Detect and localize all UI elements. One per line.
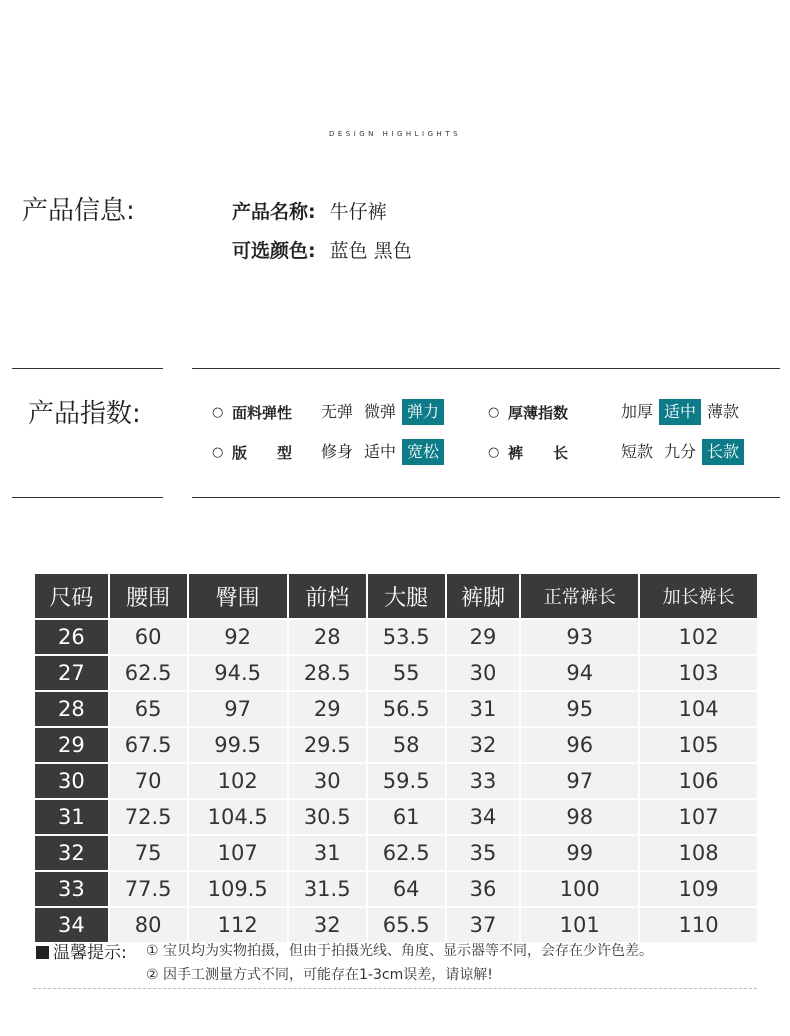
table-cell: 31.5 — [289, 872, 366, 906]
index-option-selected: 宽松 — [402, 439, 444, 465]
table-cell: 62.5 — [368, 836, 445, 870]
table-cell: 98 — [521, 800, 638, 834]
table-cell: 31 — [447, 692, 520, 726]
table-cell: 56.5 — [368, 692, 445, 726]
index-label: 裤 长 — [508, 443, 569, 462]
bullet-circle-icon: ○ — [212, 404, 224, 420]
header-long-length: 加长裤长 — [640, 574, 757, 618]
index-row-fit — [212, 439, 445, 465]
table-cell: 60 — [110, 620, 187, 654]
color-value: 蓝色 黑色 — [329, 240, 412, 262]
table-row — [35, 908, 757, 942]
table-cell: 75 — [110, 836, 187, 870]
table-cell: 80 — [110, 908, 187, 942]
header-hip: 臀围 — [189, 574, 287, 618]
bottom-divider — [33, 988, 757, 989]
index-option-selected: 长款 — [702, 439, 744, 465]
design-highlights-tagline: DESIGN HIGHLIGHTS — [328, 130, 462, 138]
table-cell: 30 — [289, 764, 366, 798]
index-row-length — [488, 439, 745, 465]
table-cell: 104 — [640, 692, 757, 726]
divider-left-top — [12, 368, 163, 369]
table-cell: 108 — [640, 836, 757, 870]
bullet-circle-icon: ○ — [488, 444, 500, 460]
table-cell: 65 — [110, 692, 187, 726]
size-cell: 32 — [35, 836, 108, 870]
index-option: 微弹 — [364, 402, 397, 421]
product-name-label: 产品名称: — [232, 201, 316, 223]
size-cell: 27 — [35, 656, 108, 690]
product-index-title: 产品指数: — [28, 399, 141, 429]
table-cell: 103 — [640, 656, 757, 690]
table-cell: 65.5 — [368, 908, 445, 942]
table-cell: 109.5 — [189, 872, 287, 906]
header-front-rise: 前档 — [289, 574, 366, 618]
divider-right-top — [192, 368, 780, 369]
table-row — [35, 728, 757, 762]
table-cell: 109 — [640, 872, 757, 906]
table-cell: 59.5 — [368, 764, 445, 798]
table-cell: 64 — [368, 872, 445, 906]
table-cell: 67.5 — [110, 728, 187, 762]
bullet-circle-icon: ○ — [488, 404, 500, 420]
index-label: 厚薄指数 — [508, 403, 569, 422]
table-cell: 32 — [447, 728, 520, 762]
table-cell: 93 — [521, 620, 638, 654]
table-cell: 107 — [640, 800, 757, 834]
size-table — [33, 572, 759, 944]
index-row-thickness — [488, 399, 745, 425]
table-cell: 36 — [447, 872, 520, 906]
index-option: 短款 — [621, 442, 654, 461]
size-cell: 30 — [35, 764, 108, 798]
table-cell: 30 — [447, 656, 520, 690]
header-leg-opening: 裤脚 — [447, 574, 520, 618]
table-cell: 110 — [640, 908, 757, 942]
note-item-1: ① 宝贝均为实物拍摄，但由于拍摄光线、角度、显示器等不同，会存在少许色差。 — [146, 943, 653, 959]
table-cell: 97 — [189, 692, 287, 726]
size-cell: 26 — [35, 620, 108, 654]
table-cell: 112 — [189, 908, 287, 942]
table-row — [35, 692, 757, 726]
index-option: 无弹 — [321, 402, 354, 421]
table-cell: 29 — [447, 620, 520, 654]
table-cell: 99 — [521, 836, 638, 870]
table-cell: 61 — [368, 800, 445, 834]
table-cell: 77.5 — [110, 872, 187, 906]
header-thigh: 大腿 — [368, 574, 445, 618]
divider-left-bottom — [12, 497, 163, 498]
size-table-header — [35, 574, 757, 618]
table-row — [35, 656, 757, 690]
table-cell: 29.5 — [289, 728, 366, 762]
table-cell: 96 — [521, 728, 638, 762]
product-name-value: 牛仔裤 — [329, 201, 387, 223]
table-cell: 94.5 — [189, 656, 287, 690]
table-cell: 29 — [289, 692, 366, 726]
table-cell: 58 — [368, 728, 445, 762]
table-cell: 104.5 — [189, 800, 287, 834]
table-cell: 102 — [640, 620, 757, 654]
size-cell: 33 — [35, 872, 108, 906]
table-cell: 106 — [640, 764, 757, 798]
square-bullet-icon — [36, 946, 49, 959]
index-option: 修身 — [321, 442, 354, 461]
header-regular-length: 正常裤长 — [521, 574, 638, 618]
table-cell: 72.5 — [110, 800, 187, 834]
product-info-title: 产品信息: — [22, 196, 135, 226]
table-row — [35, 872, 757, 906]
notes-title — [36, 938, 127, 963]
table-cell: 33 — [447, 764, 520, 798]
table-cell: 94 — [521, 656, 638, 690]
table-cell: 92 — [189, 620, 287, 654]
index-option: 加厚 — [621, 402, 654, 421]
table-cell: 28 — [289, 620, 366, 654]
table-cell: 53.5 — [368, 620, 445, 654]
table-cell: 101 — [521, 908, 638, 942]
table-cell: 32 — [289, 908, 366, 942]
table-row — [35, 800, 757, 834]
table-cell: 70 — [110, 764, 187, 798]
table-cell: 28.5 — [289, 656, 366, 690]
table-row — [35, 836, 757, 870]
size-cell: 29 — [35, 728, 108, 762]
index-label: 版 型 — [232, 443, 293, 462]
notes-title-text: 温馨提示: — [53, 943, 127, 963]
table-row — [35, 620, 757, 654]
table-cell: 102 — [189, 764, 287, 798]
table-cell: 30.5 — [289, 800, 366, 834]
table-row — [35, 764, 757, 798]
divider-right-bottom — [192, 497, 780, 498]
table-cell: 55 — [368, 656, 445, 690]
table-cell: 31 — [289, 836, 366, 870]
index-option-selected: 适中 — [659, 399, 701, 425]
index-label: 面料弹性 — [232, 403, 293, 422]
header-waist: 腰围 — [110, 574, 187, 618]
table-cell: 62.5 — [110, 656, 187, 690]
index-option: 薄款 — [707, 402, 740, 421]
table-cell: 107 — [189, 836, 287, 870]
table-cell: 35 — [447, 836, 520, 870]
table-cell: 37 — [447, 908, 520, 942]
note-item-2: ② 因手工测量方式不同，可能存在1-3cm误差，请谅解! — [146, 967, 493, 983]
table-cell: 99.5 — [189, 728, 287, 762]
size-cell: 34 — [35, 908, 108, 942]
index-option: 适中 — [364, 442, 397, 461]
product-name-row — [232, 197, 387, 224]
table-cell: 105 — [640, 728, 757, 762]
index-option: 九分 — [664, 442, 697, 461]
table-cell: 100 — [521, 872, 638, 906]
table-cell: 34 — [447, 800, 520, 834]
size-cell: 31 — [35, 800, 108, 834]
color-row — [232, 236, 412, 263]
table-cell: 95 — [521, 692, 638, 726]
index-option-selected: 弹力 — [402, 399, 444, 425]
color-label: 可选颜色: — [232, 240, 316, 262]
size-cell: 28 — [35, 692, 108, 726]
bullet-circle-icon: ○ — [212, 444, 224, 460]
header-size: 尺码 — [35, 574, 108, 618]
index-row-elasticity — [212, 399, 445, 425]
table-cell: 97 — [521, 764, 638, 798]
